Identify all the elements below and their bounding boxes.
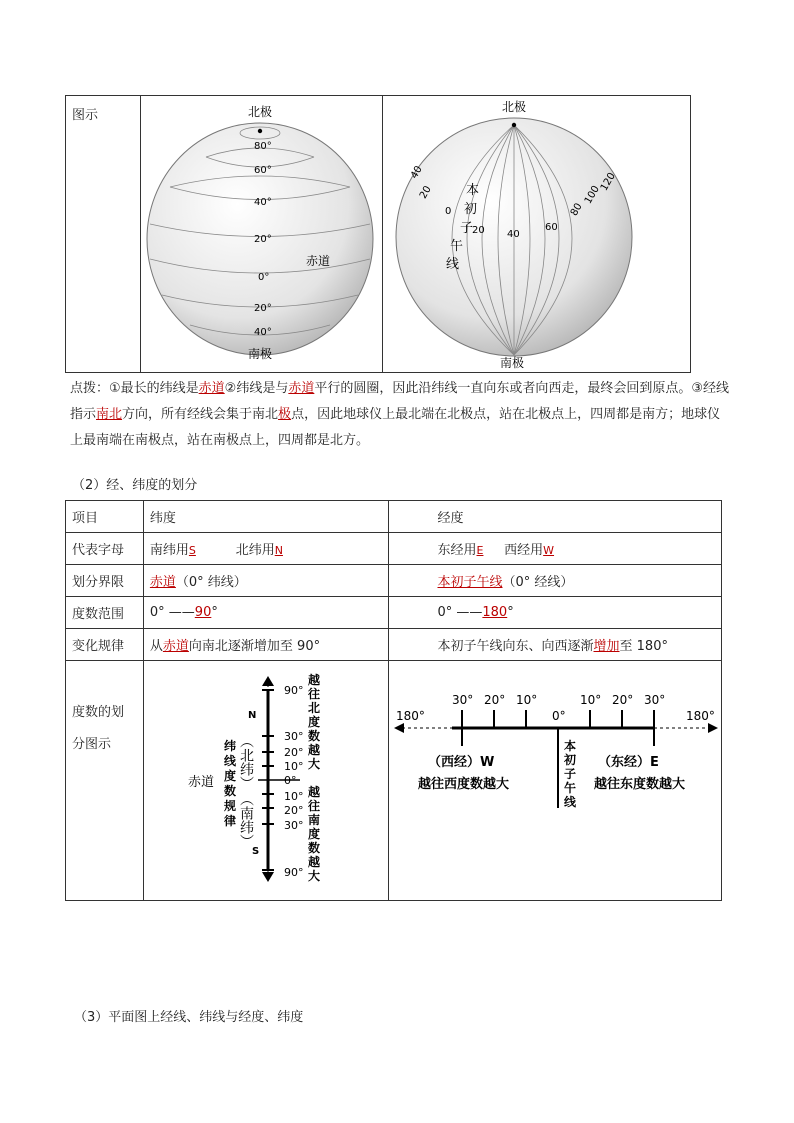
lon-left-40: 40 [408,164,425,181]
lat-80: 80° [254,141,272,152]
tick-n10: 10° [284,760,304,773]
lat-boundary: 赤道（0° 纬线） [143,565,389,597]
svg-text:越: 越 [308,673,321,687]
svg-text:度: 度 [308,827,321,841]
lon-left-0: 0 [445,206,452,217]
prime-char-2: 初 [464,202,478,217]
south-word: （南纬） [238,792,254,848]
header-latitude: 纬度 [143,501,389,533]
row-letters-label: 代表字母 [66,533,144,565]
lat-20s: 20° [254,303,272,314]
lon-tick-e180: 180° [686,709,715,723]
svg-text:往: 往 [308,799,321,813]
lon-tick-e30: 30° [644,693,666,707]
lat-40n: 40° [254,197,272,208]
section-3-title: （3）平面图上经线、纬线与经度、纬度 [74,1010,304,1025]
svg-text:大: 大 [308,869,321,883]
tick-s90: 90° [284,866,304,879]
svg-text:线: 线 [224,754,237,768]
svg-text:数: 数 [308,729,321,743]
north-pole-label-2: 北极 [502,100,527,114]
south-pole-label-2: 南极 [500,356,525,370]
svg-text:纬: 纬 [224,739,237,753]
lon-tick-w30: 30° [452,693,474,707]
prime-char-1: 本 [466,183,480,198]
tick-n20: 20° [284,746,304,759]
header-longitude: 经度 [389,501,722,533]
longitude-globe [390,97,640,371]
lon-tick-e20: 20° [612,693,634,707]
lat-letters: 南纬用S 北纬用N [143,533,389,565]
svg-text:规: 规 [224,799,237,813]
lon-mid-20: 20 [472,225,485,236]
west-text: 越往西度数越大 [418,777,510,792]
header-item: 项目 [66,501,144,533]
lon-rule: 本初子午线向东、向西逐渐增加至 180° [389,629,722,661]
latitude-globe [140,97,380,369]
prime-char-4: 午 [450,239,464,254]
cell-label [66,96,141,372]
svg-text:初: 初 [564,753,577,767]
row-diagram-label: 度数的划分图示 [66,661,144,901]
figure-label: 图示 [72,108,99,123]
tick-s10: 10° [284,790,304,803]
lon-right-40: 40 [507,229,520,240]
tick-0: 0° [284,774,297,787]
lon-boundary: 本初子午线（0° 经线） [389,565,722,597]
svg-text:线: 线 [564,795,577,809]
south-pole-label: 南极 [248,347,273,361]
equator-diagram-label: 赤道 [188,775,215,790]
svg-text:越: 越 [308,743,321,757]
lon-right-100: 100 [582,183,602,206]
lon-tick-e10: 10° [580,693,602,707]
note-paragraph: 点拨：①最长的纬线是赤道②纬线是与赤道平行的圆圈，因此沿纬线一直向东或者向西走，最终会回到原点。③经线指示南北方向，所有经线会集于南北极点，因此地球仪上最北端在北极点，站在北极点上，四周都是南方；地球仪上最南端在南极点，站在南极点上，四周都是北方。 [70,381,729,448]
s-label: S [252,846,260,857]
north-word: （北纬） [238,734,254,790]
lon-tick-w20: 20° [484,693,506,707]
lon-left-20: 20 [417,184,434,201]
north-pole-label: 北极 [248,105,273,119]
lat-range: 0° ——90° [143,597,389,629]
equator-label: 赤道 [306,254,331,268]
lat-60: 60° [254,165,272,176]
svg-text:子: 子 [564,767,577,781]
svg-text:越: 越 [308,855,321,869]
svg-text:度: 度 [224,769,237,783]
svg-text:南: 南 [308,813,321,827]
lon-letters: 东经用E 西经用W [389,533,722,565]
lon-tick-w180: 180° [396,709,425,723]
lat-rule: 从赤道向南北逐渐增加至 90° [143,629,389,661]
svg-text:北: 北 [308,701,321,715]
tick-n90: 90° [284,684,304,697]
lon-right-120: 120 [598,170,618,193]
row-rule-label: 变化规律 [66,629,144,661]
svg-text:本: 本 [564,739,577,753]
tick-s20: 20° [284,804,304,817]
longitude-diagram [392,688,720,828]
tick-s30: 30° [284,819,304,832]
lon-tick-0: 0° [552,709,566,723]
west-label: （西经）W [428,755,495,770]
east-label: （东经）E [598,755,659,770]
svg-text:度: 度 [308,715,321,729]
section-2-title: （2）经、纬度的划分 [72,478,198,493]
n-label: N [248,710,257,721]
tick-n30: 30° [284,730,304,743]
latitude-diagram [180,668,380,890]
lon-tick-w10: 10° [516,693,538,707]
svg-text:往: 往 [308,687,321,701]
svg-text:数: 数 [308,841,321,855]
lon-right-80: 80 [568,201,585,218]
svg-text:大: 大 [308,757,321,771]
prime-char-3: 子 [460,221,474,236]
prime-char-5: 线 [446,257,460,272]
lon-right-60: 60 [545,222,558,233]
lat-40s: 40° [254,327,272,338]
lat-0: 0° [258,272,270,283]
row-range-label: 度数范围 [66,597,144,629]
svg-text:律: 律 [224,814,237,828]
lat-20n: 20° [254,234,272,245]
lon-range: 0° ——180° [389,597,722,629]
row-boundary-label: 划分界限 [66,565,144,597]
svg-text:午: 午 [564,781,577,795]
svg-text:数: 数 [224,784,237,798]
east-text: 越往东度数越大 [594,777,686,792]
svg-text:越: 越 [308,785,321,799]
